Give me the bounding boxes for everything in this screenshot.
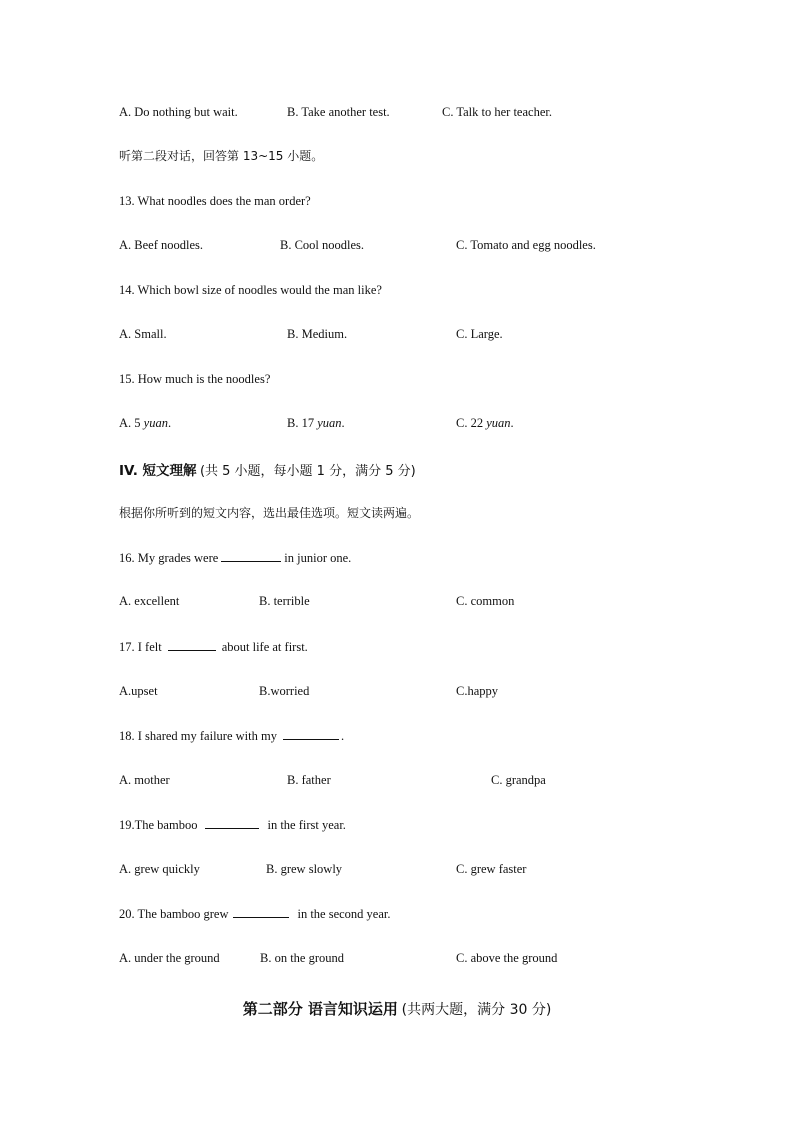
q19-option-c: C. grew faster <box>456 862 527 876</box>
q16-stem: 16. My grades were in junior one. <box>119 551 352 565</box>
q20-option-c: C. above the ground <box>456 951 558 965</box>
q16-option-a: A. excellent <box>119 594 180 608</box>
q12-option-c: C. Talk to her teacher. <box>442 105 552 119</box>
part2-title: 第二部分 语言知识运用 <box>242 1000 398 1018</box>
q15-option-b: B. 17 yuan. <box>287 416 345 430</box>
q16-option-c: C. common <box>456 594 515 608</box>
dialog2-instruction: 听第二段对话，回答第 13~15 小题。 <box>119 149 324 163</box>
q13-option-a: A. Beef noodles. <box>119 238 204 252</box>
q17-option-b: B.worried <box>259 684 310 698</box>
q13-option-b: B. Cool noodles. <box>280 238 365 252</box>
q16-option-b: B. terrible <box>259 594 310 608</box>
q15-stem: 15. How much is the noodles? <box>119 372 271 386</box>
q14-option-b: B. Medium. <box>287 327 348 341</box>
answer-blank <box>233 905 289 918</box>
q13-stem: 13. What noodles does the man order? <box>119 194 311 208</box>
section4-instruction: 根据你所听到的短文内容，选出最佳选项。短文读两遍。 <box>119 506 420 520</box>
section4-title: IV. 短文理解 <box>119 463 197 479</box>
q20-option-a: A. under the ground <box>119 951 220 965</box>
q19-option-b: B. grew slowly <box>266 862 343 876</box>
q14-option-a: A. Small. <box>119 327 167 341</box>
part2-scoring: (共两大题，满分 30 分) <box>401 1002 552 1018</box>
q13-option-c: C. Tomato and egg noodles. <box>456 238 596 252</box>
part2-heading <box>0 998 794 1019</box>
q20-stem: 20. The bamboo grew in the second year. <box>119 907 391 921</box>
answer-blank <box>168 638 216 651</box>
q15-option-a: A. 5 yuan. <box>119 416 172 430</box>
section4-heading <box>119 459 416 479</box>
q19-stem: 19.The bamboo in the first year. <box>119 818 346 832</box>
q12-option-b: B. Take another test. <box>287 105 390 119</box>
answer-blank <box>283 727 339 740</box>
q18-option-a: A. mother <box>119 773 170 787</box>
q17-stem: 17. I felt about life at first. <box>119 640 308 654</box>
q18-option-b: B. father <box>287 773 331 787</box>
q15-option-c: C. 22 yuan. <box>456 416 514 430</box>
q20-option-b: B. on the ground <box>260 951 345 965</box>
q19-option-a: A. grew quickly <box>119 862 200 876</box>
q12-option-a: A. Do nothing but wait. <box>119 105 238 119</box>
q17-option-c: C.happy <box>456 684 499 698</box>
q14-stem: 14. Which bowl size of noodles would the man like? <box>119 283 382 297</box>
section4-scoring: (共 5 小题，每小题 1 分，满分 5 分) <box>199 464 416 479</box>
q18-stem: 18. I shared my failure with my . <box>119 729 345 743</box>
answer-blank <box>221 549 281 562</box>
q14-option-c: C. Large. <box>456 327 503 341</box>
q18-option-c: C. grandpa <box>491 773 546 787</box>
q17-option-a: A.upset <box>119 684 158 698</box>
answer-blank <box>205 816 259 829</box>
